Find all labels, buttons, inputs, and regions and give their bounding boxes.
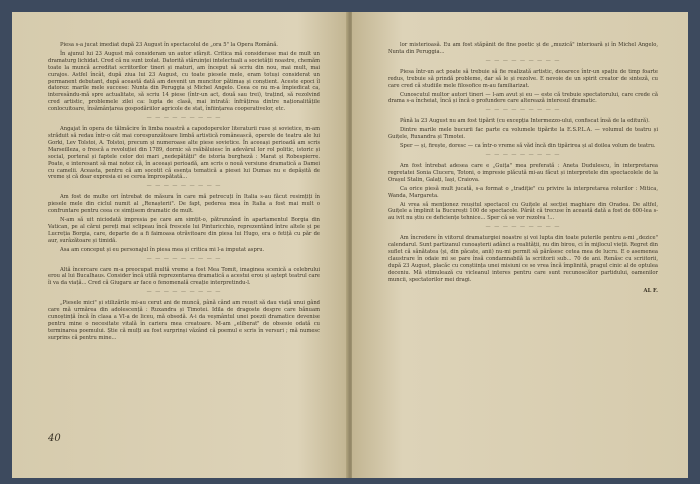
- paragraph: Am încredere în viitorul dramaturgiei noastre și voi lupta din toate puterile pentru a-mi „dezice" calendarul. Sunt partizanul cunoașterii adânci a realității, nu din birou, ci în mijlocul vieții. Regret din suflet că sănătatea (și, din păcate, anii) nu-mi permit să părăsesc cetea mea de lucru. E o asemenea claustrare în odaie mi se pare însă condamnabilă la scriitorii sub... 70 de ani. Renăsc cu scriitorii, după 23 August, placăc cu conștiința unei misiuni ce se vrea încă împlinită, pragul cinic al de optulea deceniu. Mă stimulează cu vicleanul interes pentru care sunt recunoscător partidului, oamenilor muncii, spectatorilor mei dragi.: [388, 235, 658, 283]
- separator: — — — — — — — — —: [146, 255, 222, 262]
- paragraph: N-am să uit niciodată impresia pe care am simțit-o, pătrunzând în apartamentul Borgia din Vatican, pe al cărui pereți mai sclipeau încă frescele lui Pinturicchio, reprezentând între altele și pe Lucreția Borgia, care, departe de a fi faimoasa otrăvitoare din piesa lui Hugo, era o fetiță cu păr de aur, surâzătoare și timidă.: [48, 217, 320, 244]
- paragraph: Până la 23 August nu am fost tipărit (cu excepția Intermezzo-ului, confiscat însă de la editură).: [400, 118, 650, 125]
- paragraph: „Piesele mici" și stilizările mi-au cerut ani de muncă, până când am reușit să dau viață unui gând care mă urmărea din adolescență : Ruxandra și Timotei. Idila de dragoste despre care bănuam cunoștință încă în clasa a VI-a de liceu, mă obsedă. A-i da veșmântul unei poezii dramatice devenise pentru mine o necesitate vitală în cariera mea creatoare. M-am „eliberat" de obsesie odată cu terminarea poemului. Știe că mulți au fost surprinși văzând că poemul e scris în versuri ; mă numesc surprins că pentru mine...: [48, 300, 320, 341]
- separator: — — — — — — — — —: [485, 57, 561, 64]
- paragraph: În ajunul lui 23 August mă consideram un autor sfârșit. Critica mă considerase mai de mult un dramaturg lichidat. Cred că nu sunt izolat. Datorită stăruinței intelectuali a societății noastre, chemăm toate la muncă acreditat scriitorilor tineri și maturi, am început să scriu din nou, mai mult, mai curajos. Astfel încât, după ziua lui 23 August, cu toate piesele mele, eram totuși considerat un permanent debutant, după această dată am devenit un muncitor pătimaș și conștient. Aceste epoci îl datorez: marile mele succese: Nunta din Peruggia și Michel Angelo. Ceea ce nu m-a împiedicat ca, interesându-mă spre actualitate, să scriu 14 piese (într-un act, două sau trei), trațind, să rezolvind cred artistic, problemele zilei ca: lupta de clasă, mai intrată: înfrățirea dintre naționalitățile conlocuitoare, însămânțarea gospodăriilor agricole de stat, înființarea cooperativelor, etc.: [48, 50, 320, 113]
- separator: — — — — — — — — —: [485, 107, 561, 114]
- separator: — — — — — — — — —: [485, 224, 561, 231]
- author-signature: AL F.: [643, 287, 658, 294]
- paragraph: Angajat în opera de tălmăcire în limba noastră a capodoperelor literaturii ruse și sovietice, m-am străduit să redau într-o cât mai corespunzătoare limbă artistică românească, operele de teatru ale lui Gorki, Lev Tolstoi, A. Tolstoi, precum și numeroase alte piese sovietice. În aceeași perioadă am scris Marseilleza, o frescă a revoluției din 1789, dornic să rsăbăluiesc în adevărul lor rol politic, istoric și social, porteral și faptele celor doi mari „nedepătății" de istoria burgheză : Marat și Robespierre. Poate, e interesant să mai notez că, în aceeași perioadă, am scris o nouă versiune dramatică a Damei cu camelii. Aceasta, pentru că am socotit că esența tematică a piesei lui Dumas nu e depășită de vreme și că doar expresia ei se cerea împrospătată...: [48, 126, 320, 181]
- paragraph: Piesa s-a jucat imediat după 23 August în spectacolul de „ora 5" la Opera Română.: [60, 42, 278, 48]
- separator: — — — — — — — — —: [146, 183, 222, 190]
- paragraph: Altă încercare care m-a preocupat multă vreme a fost Mea Tomit, imaginea scenică a celebrului erou al lui Bucalhaus. Consider încă utilă reprezentarea dramatică a acestui erou și aștept teatrul care îi va da viață... Cred că Giugaru ar face o fenomenală creație interpretindu-l.: [48, 266, 320, 287]
- page-number: 40: [48, 433, 61, 444]
- right-page: [352, 12, 688, 478]
- separator: — — — — — — — — —: [146, 289, 222, 296]
- book-spread: [12, 12, 688, 478]
- left-page-text: [48, 42, 320, 344]
- paragraph: Ca orice piesă mult jucată, s-a format o „tradiție" cu privire la interpretarea rolurilor : Mitica, Wanda, Margareta.: [388, 185, 658, 199]
- paragraph: Dintre marile mele bucurii fac parte cu volumele tipărite la E.S.P.L.A. — volumul de teatru și Guițele, Ruxandra și Timotei.: [388, 127, 658, 141]
- paragraph: lor misterioasă. Eu am fost stăpânit de fine poetic și de „muzică" interioară și în Michel Angelo, Nunta din Peruggia...: [388, 42, 658, 55]
- paragraph: Asa am conceput și eu personajul în piesa mea și critica mi l-a imputat aspru.: [60, 246, 265, 253]
- left-page: [12, 12, 348, 478]
- paragraph: Cunoscutul multor autori tineri — l-am avut și eu — este că trebuie spectatorului, care crede că drama s-a încheiat, încă și încă o profundere care alterează interesul dramatic.: [388, 91, 658, 105]
- right-page-text: [388, 42, 658, 294]
- paragraph: Ai vrea să menționez reușitul spectacol cu Guițele al secției maghiare din Oradea. De altfel, Guițele a împlinit la București 100 de spectacole. Părăt că trecuse în această dată a fost de 600-lea s-au ivit nu știu ce deficiențe tehnice... Sper că se vor rezolva !...: [388, 201, 658, 222]
- separator: — — — — — — — — —: [485, 151, 561, 158]
- paragraph: Sper — și, firește, doresc — ca într-o vreme să văd încă din tipărirea și al doilea volum de teatru.: [400, 143, 656, 150]
- paragraph: Am fost întrebat adesea care e „Guița" mea preferată : Aneta Dudulescu, în interpretarea regretatei Sonia Cluceru, Totoni, o impresie plăcută mi-au făcut și interpretele din spectacolele de la Orașul Stalin, Galați, Iași, Craiova.: [388, 162, 658, 183]
- paragraph: Piesa într-un act poate să trebuie să fie realizată artistic, deoarece într-un spațiu de timp foarte redus, trebuie să prindă probleme, dar să le și rezolve. E nevoie de un spirit creator de sinteză, cu care cred că studiile mele filosofice m-au familiarizat.: [388, 68, 658, 89]
- separator: — — — — — — — — —: [146, 115, 222, 122]
- paragraph: Am fost de multe ori întrebat de măsura în care mă petrecuți în Italia s-au făcut resimțiți în piesele mele din ciclul numit al „Renașterii". De fapt, pederea mea în Italia a fost mai mult o confruntare pentru ceea ce simțisem dramatic de mult.: [48, 194, 320, 215]
